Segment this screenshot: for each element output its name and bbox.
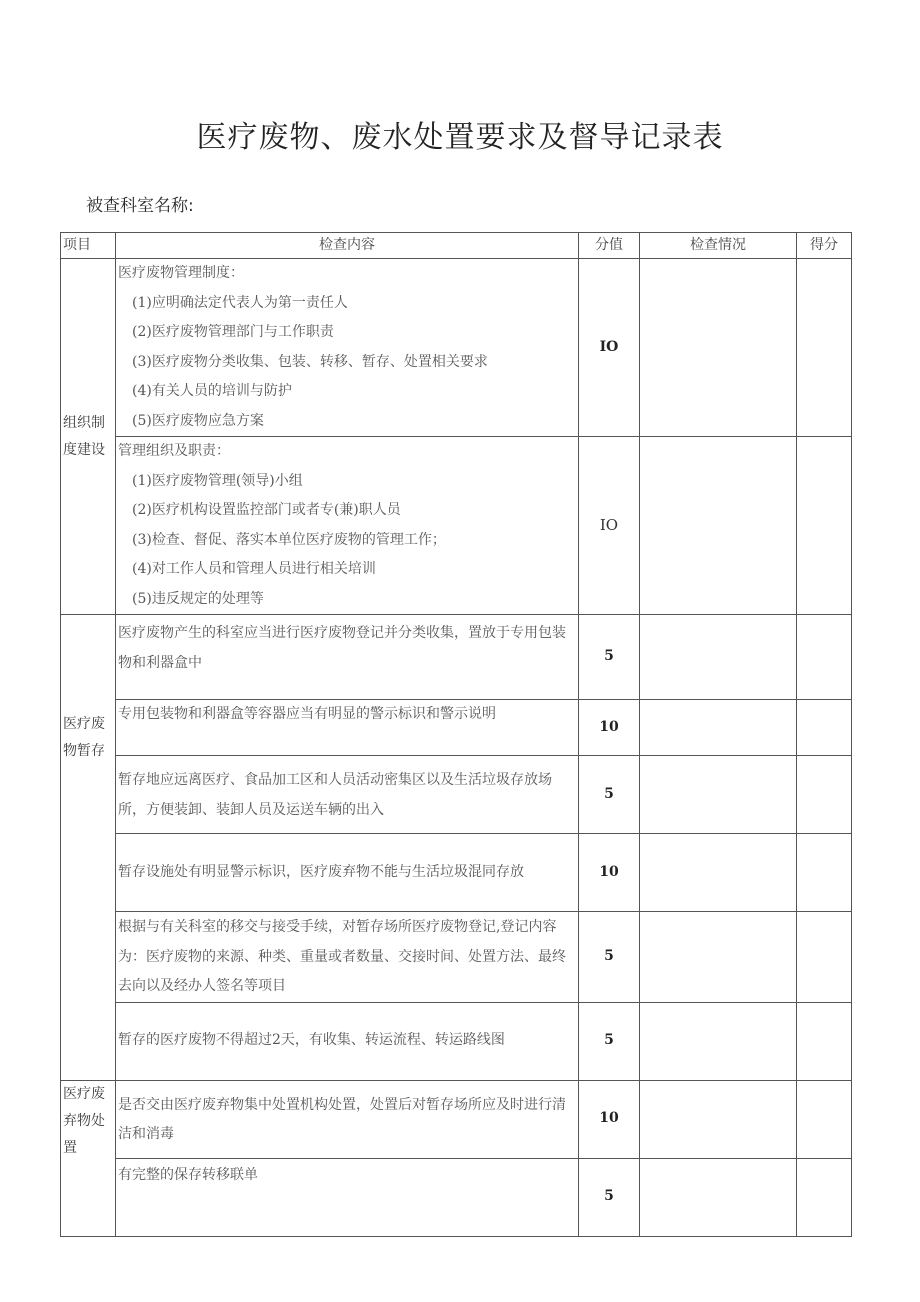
content-cell [116, 437, 579, 615]
department-label: 被查科室名称: [86, 196, 194, 216]
obtained-score-cell[interactable] [797, 834, 852, 912]
obtained-score-cell[interactable] [797, 1080, 852, 1158]
content-item: (1)医疗废物管理(领导)小组 [132, 472, 303, 489]
inspection-table [60, 232, 852, 1237]
content-item: (3)医疗废物分类收集、包装、转移、暂存、处置相关要求 [132, 353, 488, 370]
score-value-cell: 10 [579, 700, 640, 756]
inspection-cell[interactable] [640, 437, 797, 615]
content-cell: 暂存地应远离医疗、食品加工区和人员活动密集区以及生活垃圾存放场所，方便装卸、装卸人员及运送车辆的出入 [116, 756, 579, 834]
content-item: (1)应明确法定代表人为第一责任人 [132, 294, 348, 311]
content-item: (4)有关人员的培训与防护 [132, 383, 292, 399]
obtained-score-cell[interactable] [797, 912, 852, 1003]
obtained-score-cell[interactable] [797, 700, 852, 756]
content-item: (5)医疗废物应急方案 [132, 412, 264, 429]
inspection-cell[interactable] [640, 912, 797, 1003]
inspection-cell[interactable] [640, 1158, 797, 1236]
table-row [61, 1158, 852, 1236]
table-row [61, 1002, 852, 1080]
score-value-cell: 5 [579, 1158, 640, 1236]
content-item: (2)医疗废物管理部门与工作职责 [132, 324, 334, 340]
score-value-cell: 10 [579, 1080, 640, 1158]
obtained-score-cell[interactable] [797, 437, 852, 615]
score-value-cell: 10 [579, 834, 640, 912]
content-item: (2)医疗机构设置监控部门或者专(兼)职人员 [132, 502, 401, 518]
table-row [61, 700, 852, 756]
score-value-cell: 5 [579, 912, 640, 1003]
score-value-cell: 5 [579, 615, 640, 700]
header-project: 项目 [61, 233, 116, 259]
header-content: 检查内容 [116, 233, 579, 259]
inspection-cell[interactable] [640, 756, 797, 834]
obtained-score-cell[interactable] [797, 756, 852, 834]
project-cell: 组织制度建设 [61, 259, 116, 615]
content-heading: 医疗废物管理制度： [118, 265, 244, 281]
inspection-cell[interactable] [640, 1002, 797, 1080]
header-score-value: 分值 [579, 233, 640, 259]
project-cell: 医疗废弃物处置 [61, 1080, 116, 1236]
content-cell: 暂存设施处有明显警示标识，医疗废弃物不能与生活垃圾混同存放 [116, 834, 579, 912]
header-inspection: 检查情况 [640, 233, 797, 259]
score-value-cell: 5 [579, 1002, 640, 1080]
page-title: 医疗废物、废水处置要求及督导记录表 [196, 120, 724, 155]
inspection-cell[interactable] [640, 1080, 797, 1158]
table-row [61, 437, 852, 615]
content-cell: 是否交由医疗废弃物集中处置机构处置，处置后对暂存场所应及时进行清洁和消毒 [116, 1080, 579, 1158]
content-item: (5)违反规定的处理等 [132, 590, 264, 607]
score-value-cell: IO [579, 259, 640, 437]
inspection-cell[interactable] [640, 700, 797, 756]
inspection-cell[interactable] [640, 259, 797, 437]
obtained-score-cell[interactable] [797, 615, 852, 700]
table-header-row [61, 233, 852, 259]
project-cell: 医疗废物暂存 [61, 615, 116, 1081]
table-row [61, 1080, 852, 1158]
table-row [61, 912, 852, 1003]
table-row [61, 615, 852, 700]
obtained-score-cell[interactable] [797, 1002, 852, 1080]
content-cell: 暂存的医疗废物不得超过2天，有收集、转运流程、转运路线图 [116, 1002, 579, 1080]
inspection-cell[interactable] [640, 834, 797, 912]
score-value-cell: IO [579, 437, 640, 615]
content-heading: 管理组织及职责： [118, 443, 230, 459]
inspection-cell[interactable] [640, 615, 797, 700]
obtained-score-cell[interactable] [797, 1158, 852, 1236]
content-item: (4)对工作人员和管理人员进行相关培训 [132, 561, 376, 577]
score-value-cell: 5 [579, 756, 640, 834]
table-row [61, 756, 852, 834]
content-cell [116, 259, 579, 437]
content-item: (3)检查、督促、落实本单位医疗废物的管理工作； [132, 531, 446, 548]
obtained-score-cell[interactable] [797, 259, 852, 437]
content-cell: 专用包装物和利器盒等容器应当有明显的警示标识和警示说明 [116, 700, 579, 756]
table-row [61, 259, 852, 437]
content-cell: 医疗废物产生的科室应当进行医疗废物登记并分类收集，置放于专用包装物和利器盒中 [116, 615, 579, 700]
header-obtained: 得分 [797, 233, 852, 259]
content-cell: 有完整的保存转移联单 [116, 1158, 579, 1236]
content-cell: 根据与有关科室的移交与接受手续，对暂存场所医疗废物登记,登记内容为：医疗废物的来源、种类、重量或者数量、交接时间、处置方法、最终去向以及经办人签名等项目 [116, 912, 579, 1003]
table-row [61, 834, 852, 912]
